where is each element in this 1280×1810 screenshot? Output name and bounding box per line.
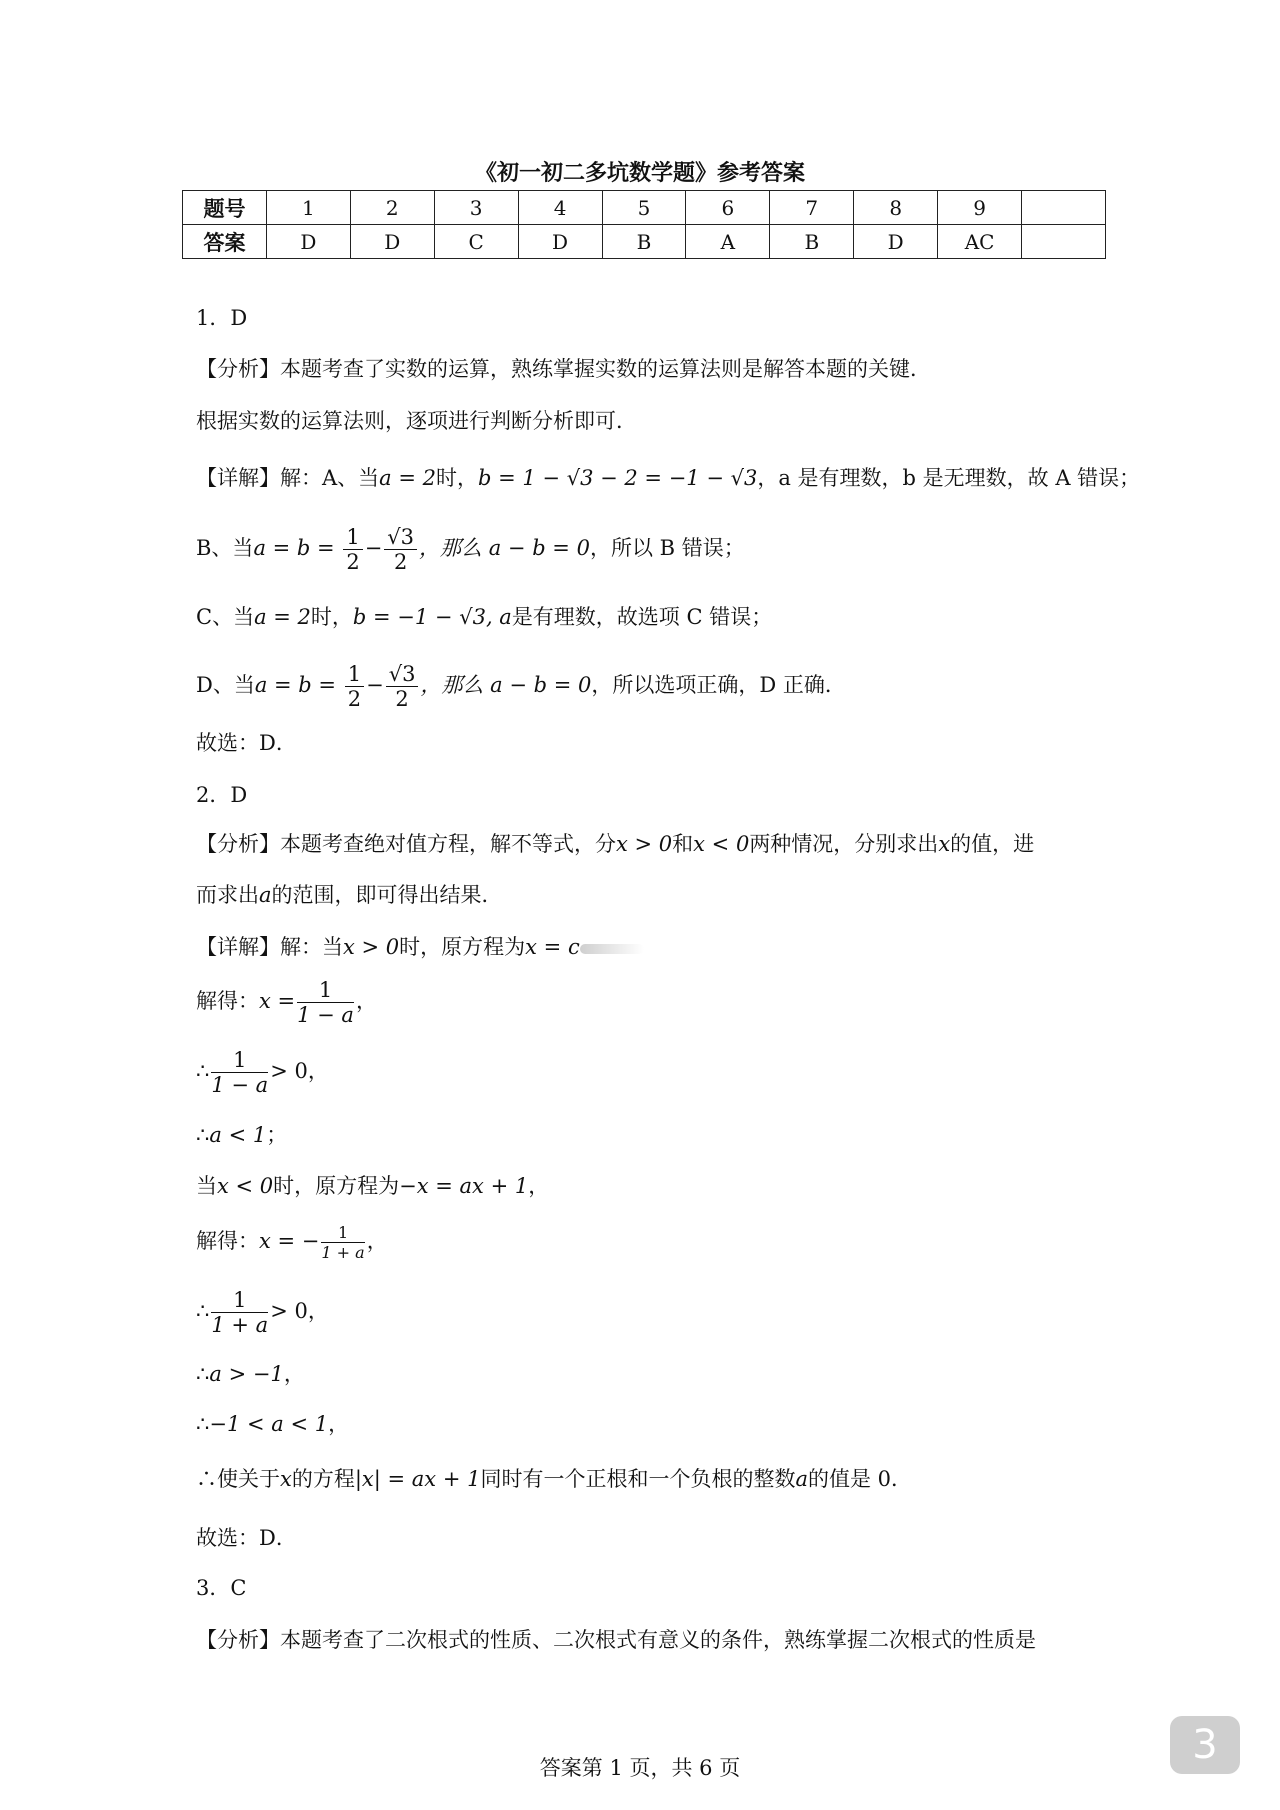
table-cell: 2 — [350, 191, 434, 225]
text: B、当 — [196, 536, 254, 560]
table-cell: 7 — [770, 191, 854, 225]
fraction: $\frac{1}{1 - a}$ — [211, 1048, 269, 1097]
text: 解：A、当 — [280, 466, 380, 490]
detail-tag: 【详解】 — [196, 466, 280, 490]
q2-ineq-1: ∴ $\frac{1}{1 - a}$ > 0， — [196, 1048, 329, 1097]
table-cell: 1 — [266, 191, 350, 225]
table-header-answer: 答案 — [183, 225, 267, 259]
q1-analysis-2: 根据实数的运算法则，逐项进行判断分析即可． — [196, 409, 637, 433]
math-expr: x < 0 — [693, 832, 750, 856]
analysis-text: 本题考查了实数的运算，熟练掌握实数的运算法则是解答本题的关键． — [280, 357, 931, 381]
text: ，a 是有理数，b 是无理数，故 A 错误； — [757, 466, 1141, 490]
q2-ineq-2: ∴ $\frac{1}{1 + a}$ > 0， — [196, 1288, 329, 1337]
q2-detail: 【详解】解：当x > 0时，原方程为x = c — [196, 933, 644, 961]
q2-range: ∴−1 < a < 1， — [196, 1412, 350, 1436]
table-cell: B — [602, 225, 686, 259]
math-expr: a = b = — [253, 536, 335, 560]
q1-analysis — [196, 355, 931, 383]
table-row-numbers — [183, 191, 1106, 225]
q1-option-b: B、当a = b = $\frac{1}{2}$ − $\frac{√3}{2}$ ，那么 a − b = 0，所以 B 错误； — [196, 525, 745, 574]
fraction: $\frac{√3}{2}$ — [384, 525, 417, 574]
q1-option-c — [196, 603, 772, 631]
page-footer: 答案第 1 页，共 6 页 — [539, 1756, 741, 1780]
blurred-region — [580, 944, 644, 954]
text: 时， — [436, 466, 478, 490]
table-cell — [1022, 225, 1106, 259]
analysis-tag: 【分析】 — [196, 357, 280, 381]
text: 时， — [310, 605, 353, 629]
table-header-number: 题号 — [183, 191, 267, 225]
math-expr: a = 2 — [379, 466, 436, 490]
table-cell: AC — [938, 225, 1022, 259]
analysis-tag: 【分析】 — [196, 832, 280, 856]
q1-option-d: D、当a = b = $\frac{1}{2}$ − $\frac{√3}{2}$ ，那么 a − b = 0，所以选项正确，D 正确． — [196, 662, 846, 711]
q2-solve-2: 解得：x = − $\frac{1}{1 + a}$ ， — [196, 1223, 388, 1262]
q2-analysis-cont: 而求出a的范围，即可得出结果． — [196, 883, 503, 907]
math-expr: b = 1 − √3 − 2 = −1 − √3 — [478, 466, 758, 490]
q1-heading: 1．D — [196, 306, 248, 330]
math-expr: −x = ax + 1 — [399, 1174, 529, 1198]
table-cell: 5 — [602, 191, 686, 225]
table-row-answers — [183, 225, 1106, 259]
math-var: a — [259, 883, 272, 907]
table-cell: A — [686, 225, 770, 259]
math-expr: x > 0 — [616, 832, 673, 856]
table-cell: D — [854, 225, 938, 259]
fraction: $\frac{1}{2}$ — [345, 662, 364, 711]
text: D、当 — [196, 673, 255, 697]
math-expr: x = c — [525, 935, 580, 959]
answer-table — [182, 190, 1106, 259]
q2-solve-1: 解得：x = $\frac{1}{1 - a}$ ， — [196, 978, 377, 1027]
q2-case-2: 当x < 0时，原方程为−x = ax + 1， — [196, 1174, 550, 1198]
table-cell — [1022, 191, 1106, 225]
table-cell: D — [266, 225, 350, 259]
q2-final: ∴使关于x的方程|x| = ax + 1同时有一个正根和一个负根的整数a的值是 0． — [196, 1467, 913, 1491]
fraction: $\frac{√3}{2}$ — [386, 662, 419, 711]
q1-detail-a — [196, 464, 1140, 492]
table-cell: 4 — [518, 191, 602, 225]
table-cell: 8 — [854, 191, 938, 225]
analysis-tag: 【分析】 — [196, 1628, 280, 1652]
math-expr: ，那么 a − b = 0 — [419, 536, 590, 560]
math-expr: b = −1 − √3, a — [352, 605, 512, 629]
q2-result-1: ∴a < 1； — [196, 1123, 288, 1147]
text: ，所以选项正确，D 正确． — [591, 673, 846, 697]
table-cell: D — [518, 225, 602, 259]
math-expr: a = b = — [254, 673, 337, 697]
text: 是有理数，故选项 C 错误； — [511, 605, 773, 629]
table-cell: D — [350, 225, 434, 259]
page-title: 《初一初二多坑数学题》参考答案 — [474, 161, 805, 186]
q1-conclusion: 故选：D． — [196, 731, 297, 755]
table-cell: 3 — [434, 191, 518, 225]
page-number-badge: 3 — [1170, 1716, 1240, 1774]
fraction: $\frac{1}{1 + a}$ — [211, 1288, 269, 1337]
q3-analysis: 【分析】本题考查了二次根式的性质、二次根式有意义的条件，熟练掌握二次根式的性质是 — [196, 1628, 1036, 1652]
detail-tag: 【详解】 — [196, 935, 280, 959]
table-cell: B — [770, 225, 854, 259]
q3-heading: 3．C — [196, 1576, 247, 1600]
fraction: $\frac{1}{1 - a}$ — [297, 978, 354, 1027]
q2-result-2: ∴a > −1， — [196, 1362, 305, 1386]
math-expr: |x| = ax + 1 — [354, 1467, 481, 1491]
text: ，所以 B 错误； — [589, 536, 745, 560]
table-cell: 9 — [938, 191, 1022, 225]
math-expr: x < 0 — [217, 1174, 274, 1198]
q2-heading: 2．D — [196, 783, 248, 807]
q2-conclusion: 故选：D． — [196, 1526, 297, 1550]
math-expr: x > 0 — [343, 935, 400, 959]
fraction: $\frac{1}{2}$ — [343, 525, 362, 574]
math-expr: ，那么 a − b = 0 — [420, 673, 592, 697]
fraction: $\frac{1}{1 + a}$ — [321, 1223, 365, 1262]
q2-analysis: 【分析】本题考查绝对值方程，解不等式，分x > 0和x < 0两种情况，分别求出x的值，进 — [196, 832, 1035, 856]
math-var: x — [938, 832, 951, 856]
text: C、当 — [196, 605, 255, 629]
table-cell: C — [434, 225, 518, 259]
math-expr: a = 2 — [254, 605, 311, 629]
table-cell: 6 — [686, 191, 770, 225]
